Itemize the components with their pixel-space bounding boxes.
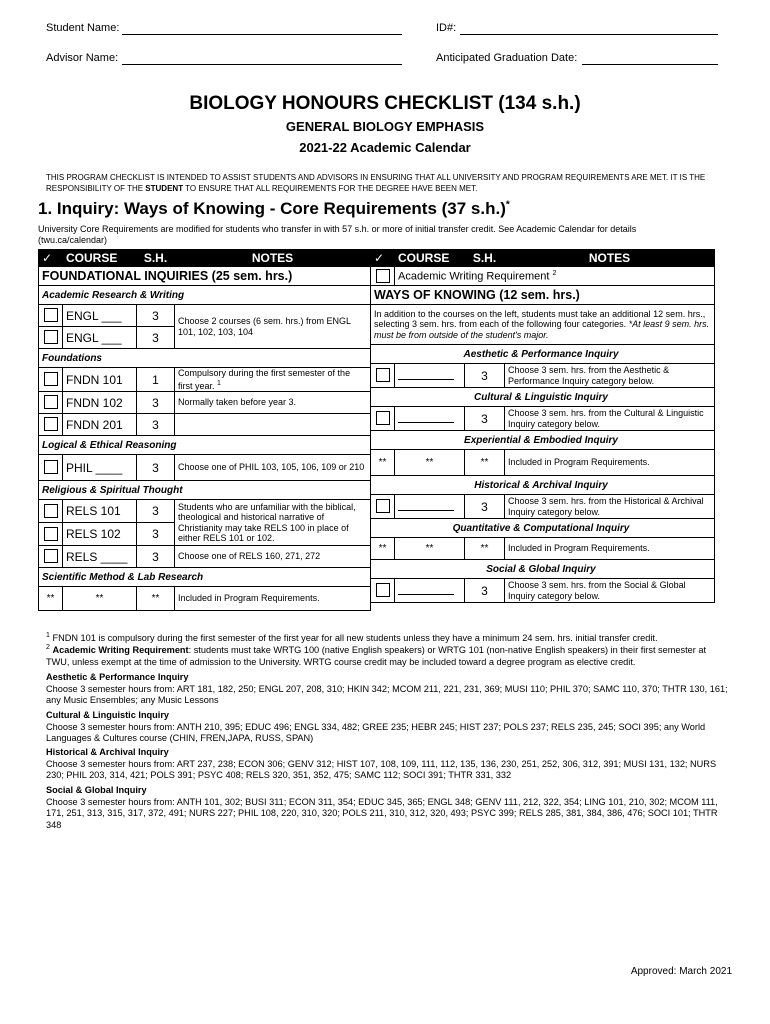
religious-heading: Religious & Spiritual Thought: [39, 481, 371, 500]
section-heading: 1. Inquiry: Ways of Knowing - Core Requirements (37 s.h.)*: [38, 199, 510, 218]
course-header: COURSE: [63, 250, 137, 267]
cultural-course-field[interactable]: [398, 412, 454, 423]
footnote-2: $^2$ Academic Writing Requirement: students must take WRTG 100 (native English speakers) or WRTG 101 (non-native English speakers) in their first semester at TWU, unless exempt at the time of admission to the University. WRTG course credit may be included toward a degree program as elective credit.: [46, 644, 707, 667]
foundational-title: FOUNDATIONAL INQUIRIES (25 sem. hrs.): [39, 267, 371, 286]
category-social: [46, 785, 732, 831]
aesthetic-course-field[interactable]: [398, 369, 454, 380]
fndn201-note: [175, 414, 371, 436]
rels101-sh: 3: [137, 500, 175, 523]
phil-checkbox[interactable]: [44, 460, 58, 474]
intro-line-2: RESPONSIBILITY OF THE STUDENT TO ENSURE THAT ALL REQUIREMENTS FOR THE DEGREE HAVE BEEN MET.: [46, 184, 478, 193]
rels3-note: Choose one of RELS 160, 271, 272: [175, 546, 371, 568]
fndn102-course: FNDN 102: [63, 392, 137, 414]
experiential-heading: Experiential & Embodied Inquiry: [371, 431, 715, 450]
phil-sh: 3: [137, 455, 175, 481]
logical-heading: Logical & Ethical Reasoning: [39, 436, 371, 455]
rels3-course: RELS ____: [63, 546, 137, 568]
category-historical-title: Historical & Archival Inquiry: [46, 747, 169, 757]
category-cultural-title: Cultural & Linguistic Inquiry: [46, 710, 170, 720]
sh-header-right: S.H.: [465, 250, 505, 267]
notes-header-right: NOTES: [505, 250, 715, 267]
exp-stars-check: **: [371, 450, 395, 476]
cultural-heading: Cultural & Linguistic Inquiry: [371, 388, 715, 407]
notes-header: NOTES: [175, 250, 371, 267]
social-note: Choose 3 sem. hrs. from the Social & Global Inquiry category below.: [505, 579, 715, 603]
fndn102-checkbox[interactable]: [44, 395, 58, 409]
rels102-course: RELS 102: [63, 523, 137, 546]
exp-stars-course: **: [395, 450, 465, 476]
student-name-field[interactable]: [122, 34, 402, 35]
aesthetic-sh: 3: [465, 364, 505, 388]
fndn102-sh: 3: [137, 392, 175, 414]
fndn201-checkbox[interactable]: [44, 417, 58, 431]
fndn101-sh: 1: [137, 368, 175, 392]
social-course-field[interactable]: [398, 584, 454, 595]
check-header-right: ✓: [371, 250, 395, 267]
graduation-date-label: Anticipated Graduation Date:: [436, 52, 578, 64]
historical-sh: 3: [465, 495, 505, 519]
aesthetic-note: Choose 3 sem. hrs. from the Aesthetic & Performance Inquiry category below.: [505, 364, 715, 388]
footnote-1: $^1$ FNDN 101 is compulsory during the first semester of the first year for all new students unless they have a minimum 24 sem. hrs. initial transfer credit.: [46, 632, 658, 644]
exp-stars-sh: **: [465, 450, 505, 476]
emphasis-title: GENERAL BIOLOGY EMPHASIS: [285, 119, 485, 134]
rels101-course: RELS 101: [63, 500, 137, 523]
quant-stars-course: **: [395, 538, 465, 560]
scientific-heading: Scientific Method & Lab Research: [39, 568, 371, 587]
category-cultural-text: Choose 3 semester hours from: ANTH 210, 395; EDUC 496; ENGL 334, 482; GREE 235; HEBR 245; HIST 237; POLS 237; RELS 235, 245; SOCI 395; any World Languages & Cultures course (CHIN, FREN,JAPA, RUSS, SPAN): [46, 721, 706, 743]
engl2-course: ENGL ___: [63, 327, 137, 349]
id-field[interactable]: [460, 34, 718, 35]
foundational-table: [38, 249, 371, 611]
student-name-label: Student Name:: [46, 22, 120, 34]
engl1-course: ENGL ___: [63, 305, 137, 327]
sci-note: Included in Program Requirements.: [175, 587, 371, 611]
wok-note: In addition to the courses on the left, students must take an additional 12 sem. hrs., selecting 3 sem. hrs. from each of the following four categories. *At least 9 sem. hrs. must be from outside of the student's major.: [371, 305, 715, 345]
rels3-sh: 3: [137, 546, 175, 568]
advisor-name-field[interactable]: [122, 64, 402, 65]
engl1-checkbox[interactable]: [44, 308, 58, 322]
aesthetic-heading: Aesthetic & Performance Inquiry: [371, 345, 715, 364]
core-note-line-2: (twu.ca/calendar): [38, 235, 108, 245]
phil-course: PHIL ____: [63, 455, 137, 481]
fndn201-course: FNDN 201: [63, 414, 137, 436]
quant-stars-check: **: [371, 538, 395, 560]
phil-note: Choose one of PHIL 103, 105, 106, 109 or 210: [175, 455, 371, 481]
aesthetic-checkbox[interactable]: [376, 368, 390, 382]
exp-note: Included in Program Requirements.: [505, 450, 715, 476]
category-social-text: Choose 3 semester hours from: ANTH 101, 302; BUSI 311; ECON 311, 354; EDUC 345, 365; ENGL 348; GENV 111, 212, 322, 354; LING 101, 210, 302; MCOM 111, 171, 251, 313, 315, 317, 372, 491; NURS 227; PHIL 108, 220, 310, 320; POLS 211, 310, 312, 320, 493; PSYC 399; RELS 285, 381, 384, 386, 476; SOCI 101; THTR 348: [46, 796, 718, 830]
id-label: ID#:: [436, 22, 457, 34]
calendar-title: 2021-22 Academic Calendar: [299, 140, 471, 155]
category-aesthetic-text: Choose 3 semester hours from: ART 181, 182, 250; ENGL 207, 208, 310; HKIN 342; MCOM 211, 221, 231, 369; MUSI 110; PHIL 370; SAMC 110, 370; THTR 130, 161; any Music Ensembles; any Music Lessons: [46, 683, 728, 705]
intro-line-1: THIS PROGRAM CHECKLIST IS INTENDED TO ASSIST STUDENTS AND ADVISORS IN ENSURING THAT ALL UNIVERSITY AND PROGRAM REQUIREMENTS ARE MET. IT IS THE: [46, 173, 706, 182]
social-heading: Social & Global Inquiry: [371, 560, 715, 579]
engl2-sh: 3: [137, 327, 175, 349]
sh-header: S.H.: [137, 250, 175, 267]
awr-label: Academic Writing Requirement $^2$: [395, 267, 715, 286]
category-aesthetic-title: Aesthetic & Performance Inquiry: [46, 672, 189, 682]
cultural-sh: 3: [465, 407, 505, 431]
page-title: BIOLOGY HONOURS CHECKLIST (134 s.h.): [189, 93, 581, 114]
advisor-name-label: Advisor Name:: [46, 52, 119, 64]
category-cultural: [46, 710, 732, 745]
category-social-title: Social & Global Inquiry: [46, 785, 147, 795]
fndn201-sh: 3: [137, 414, 175, 436]
historical-course-field[interactable]: [398, 500, 454, 511]
historical-checkbox[interactable]: [376, 499, 390, 513]
category-aesthetic: [46, 672, 732, 707]
category-historical: [46, 747, 732, 782]
sci-stars-sh: **: [137, 587, 175, 611]
course-header-right: COURSE: [395, 250, 465, 267]
fndn101-course: FNDN 101: [63, 368, 137, 392]
rels102-checkbox[interactable]: [44, 527, 58, 541]
rels102-sh: 3: [137, 523, 175, 546]
ways-of-knowing-table: [370, 249, 715, 603]
check-header: ✓: [39, 250, 63, 267]
rels101-checkbox[interactable]: [44, 504, 58, 518]
rels3-checkbox[interactable]: [44, 549, 58, 563]
foundations-heading: Foundations: [39, 349, 371, 368]
cultural-note: Choose 3 sem. hrs. from the Cultural & Linguistic Inquiry category below.: [505, 407, 715, 431]
wok-title: WAYS OF KNOWING (12 sem. hrs.): [371, 286, 715, 305]
sci-stars-check: **: [39, 587, 63, 611]
graduation-date-field[interactable]: [582, 64, 718, 65]
category-historical-text: Choose 3 semester hours from: ART 237, 238; ECON 306; GENV 312; HIST 107, 108, 109, 111, 112, 135, 136, 230, 251, 252, 306, 312, 391; MUSI 131, 132; NURS 230; PHIL 203, 314, 421; POLS 391; PSYC 408; RELS 320, 351, 352, 475; SAMC 112; SOCI 391; THTR 331, 332: [46, 758, 717, 780]
social-sh: 3: [465, 579, 505, 603]
cultural-checkbox[interactable]: [376, 411, 390, 425]
rels-note: Students who are unfamiliar with the biblical, theological and historical narrative of Christianity may take RELS 100 in place of either RELS 101 or 102.: [175, 500, 371, 546]
historical-heading: Historical & Archival Inquiry: [371, 476, 715, 495]
sci-stars-course: **: [63, 587, 137, 611]
awr-checkbox[interactable]: [376, 269, 390, 283]
quantitative-heading: Quantitative & Computational Inquiry: [371, 519, 715, 538]
engl-note: Choose 2 courses (6 sem. hrs.) from ENGL 101, 102, 103, 104: [175, 305, 371, 349]
quant-stars-sh: **: [465, 538, 505, 560]
engl2-checkbox[interactable]: [44, 330, 58, 344]
approved-date: Approved: March 2021: [630, 966, 732, 977]
fndn101-checkbox[interactable]: [44, 372, 58, 386]
fndn101-note: Compulsory during the first semester of the first year. $^1$: [175, 368, 371, 392]
academic-research-heading: Academic Research & Writing: [39, 286, 371, 305]
historical-note: Choose 3 sem. hrs. from the Historical & Archival Inquiry category below.: [505, 495, 715, 519]
social-checkbox[interactable]: [376, 583, 390, 597]
fndn102-note: Normally taken before year 3.: [175, 392, 371, 414]
quant-note: Included in Program Requirements.: [505, 538, 715, 560]
engl1-sh: 3: [137, 305, 175, 327]
core-note-line-1: University Core Requirements are modified for students who transfer in with 57 s.h. or more of initial transfer credit. See Academic Calendar for details: [38, 224, 637, 234]
